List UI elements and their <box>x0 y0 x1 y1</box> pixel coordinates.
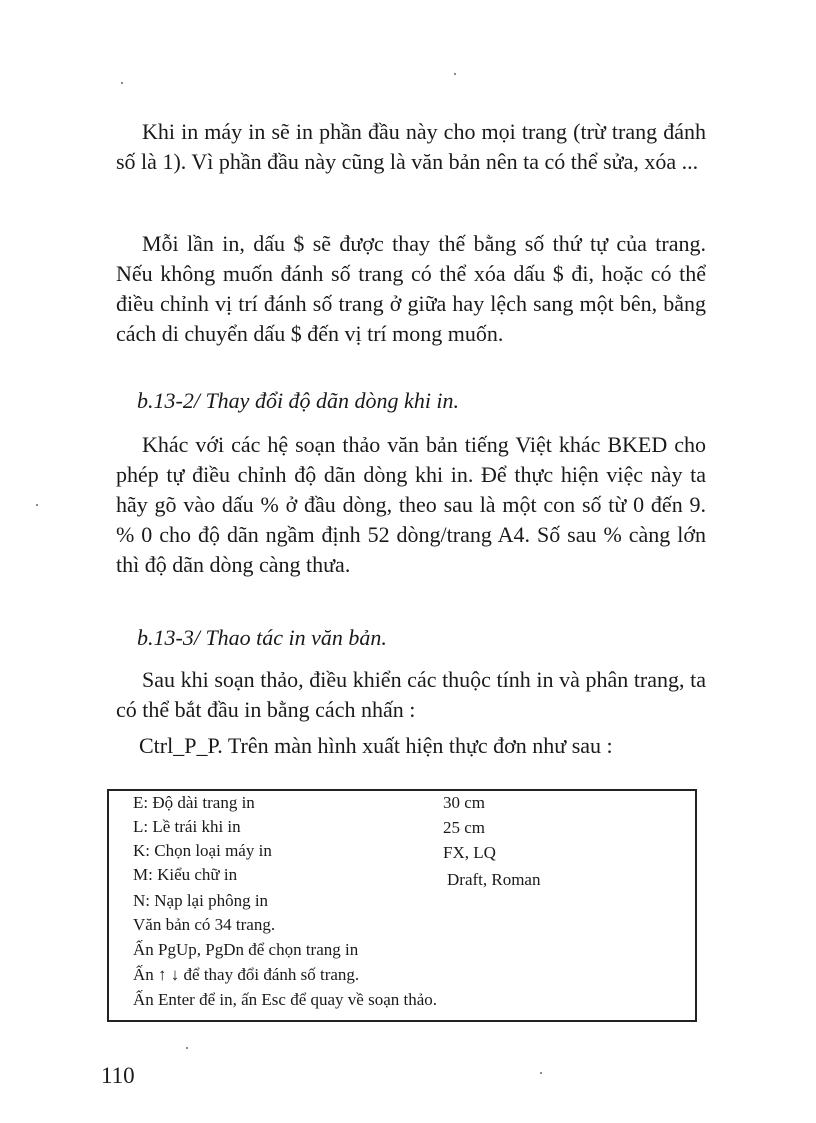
section-heading-line-spacing: b.13-2/ Thay đổi độ dãn dòng khi in. <box>137 388 460 413</box>
menu-value-left-margin: 25 cm <box>443 818 486 837</box>
section-heading-printing: b.13-3/ Thao tác in văn bản. <box>137 625 387 650</box>
page-number: 110 <box>101 1063 135 1088</box>
paragraph-text: Khi in máy in sẽ in phần đầu này cho mọi trang (trừ trang đánh số là 1). Vì phần đầu này cũng là văn bản nên ta có thể sửa, xóa ... <box>116 119 706 174</box>
paragraph-text: Khác với các hệ soạn thảo văn bản tiếng Việt khác BKED cho phép tự điều chỉnh độ dãn dòng khi in. Để thực hiện việc này ta hãy gõ vào dấu % ở đầu dòng, theo sau là một con số từ 0 đến 9. % 0 cho độ dãn ngầm định 52 dòng/trang A4. Số sau % càng lớn thì độ dãn dòng càng thưa. <box>116 432 706 577</box>
scan-speck <box>540 1072 542 1074</box>
paragraph-print-start <box>116 665 706 725</box>
menu-row-select-page: Ấn PgUp, PgDn để chọn trang in <box>133 940 359 959</box>
paragraph-menu-intro: Ctrl_P_P. Trên màn hình xuất hiện thực đơn như sau : <box>139 733 613 758</box>
menu-row-printer-type: K: Chọn loại máy in <box>133 841 272 860</box>
paragraph-line-spacing <box>116 430 706 580</box>
menu-row-enter-esc: Ấn Enter để in, ấn Esc để quay về soạn thảo. <box>133 990 438 1009</box>
paragraph-header-print <box>116 117 706 177</box>
scan-speck <box>186 1047 188 1049</box>
scan-speck <box>36 504 38 506</box>
menu-row-page-length: E: Độ dài trang in <box>133 793 255 812</box>
menu-value-page-length: 30 cm <box>443 793 486 812</box>
paragraph-text: Sau khi soạn thảo, điều khiển các thuộc tính in và phân trang, ta có thể bắt đầu in bằng cách nhấn : <box>116 667 706 722</box>
menu-row-font-style: M: Kiểu chữ in <box>133 865 238 884</box>
print-menu-box <box>107 789 697 1022</box>
paragraph-dollar-sign <box>116 229 706 349</box>
menu-row-reload-font: N: Nạp lại phông in <box>133 891 269 910</box>
scan-speck <box>121 82 123 84</box>
menu-row-left-margin: L: Lề trái khi in <box>133 817 241 836</box>
menu-row-page-numbering: Ấn ↑ ↓ để thay đổi đánh số trang. <box>133 965 360 984</box>
paragraph-text: Mỗi lần in, dấu $ sẽ được thay thế bằng số thứ tự của trang. Nếu không muốn đánh số trang có thể xóa dấu $ đi, hoặc có thể điều chỉnh vị trí đánh số trang ở giữa hay lệch sang một bên, bằng cách di chuyển dấu $ đến vị trí mong muốn. <box>116 231 706 346</box>
scan-speck <box>454 73 456 75</box>
menu-value-font-style: Draft, Roman <box>447 870 541 889</box>
menu-row-page-count: Văn bản có 34 trang. <box>133 915 276 934</box>
menu-value-printer-type: FX, LQ <box>443 843 496 862</box>
